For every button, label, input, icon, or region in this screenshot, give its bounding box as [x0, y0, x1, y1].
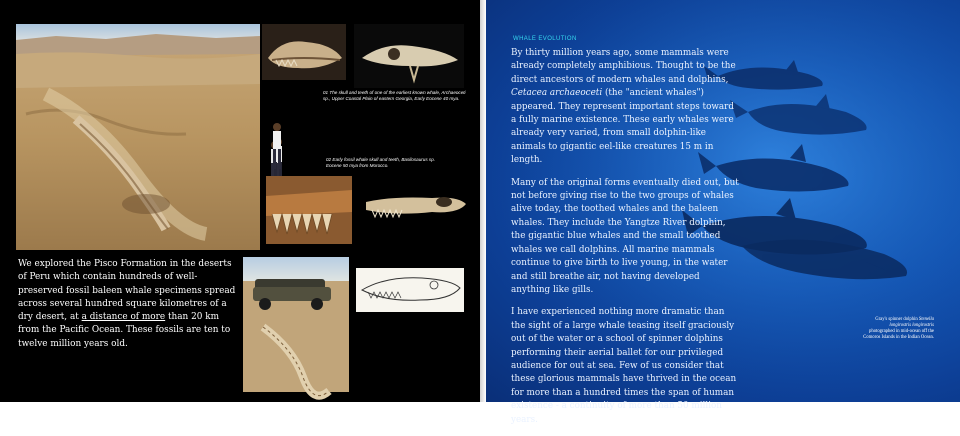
- paragraph-1: [511, 47, 741, 168]
- dolphin-caption-species: longirostris longirostris: [889, 323, 934, 328]
- skull-sketch: [356, 268, 464, 312]
- dolphin-caption-line1: Gray's spinner dolphin: [875, 317, 919, 322]
- pisco-paragraph: [18, 258, 240, 351]
- skull-photo-top-right: [354, 24, 464, 88]
- skull-caption-01: 01 The skull and teeth of one of the earliest known whale, Archaeoceti sp., Upper Coastal Plain of eastern Georgia, Early Eocene 40 mya.: [323, 90, 466, 101]
- dolphin-caption-genus: Stenella: [918, 317, 934, 322]
- dolphin-caption-line4: Comoros Islands in the Indian Ocean.: [863, 335, 934, 340]
- paragraph-1-end: (the "ancient whales") appeared. They represent important steps toward a fully marine existence. These early whales were already very varied, from small dolphin-like animals to gigantic eel-like creatures 15 m in length.: [511, 88, 734, 166]
- distance-link-text: a distance of more: [81, 312, 166, 323]
- pisco-text-end: than 20 km from the Pacific Ocean. These fossils are ten to twelve million years old.: [18, 312, 231, 349]
- left-page: [0, 0, 480, 402]
- paragraph-1-species: Cetacea archaeoceti: [511, 88, 603, 99]
- whale-evolution-text: [511, 47, 741, 436]
- paragraph-1-start: By thirty million years ago, some mammals were already completely amphibious. Thought to be the direct ancestors of modern whales and dolphins,: [511, 48, 736, 85]
- fossil-teeth-photo: [266, 176, 352, 244]
- right-page: [486, 0, 960, 425]
- long-snout-skull-photo: [362, 182, 470, 238]
- pisco-text-start: We explored the Pisco Formation in the deserts of Peru which contain hundreds of well-preserved fossil baleen whale specimens spread across several hundred square kilometres of a dry desert, at: [18, 259, 236, 323]
- section-title: WHALE EVOLUTION: [513, 36, 577, 42]
- paragraph-3: I have experienced nothing more dramatic than the sight of a large whale teasing itself graciously out of the water or a school of spinner dolphins performing their aerial ballet for our privileged audience for out at sea. Few of us consider that these glorious mammals have thrived in the ocean for more than a hundred times the span of human existence - a continuity of more than 50 million years.: [511, 307, 737, 425]
- dolphin-caption: [826, 317, 934, 341]
- skull-caption-02: 02 Early fossil whale skull and teeth, Basilosaurus sp. Eocene 50 mya from Morocco.: [326, 157, 436, 168]
- skull-photo-top-left: [262, 24, 346, 80]
- dolphin-caption-line3: photographed in mid-ocean off the: [869, 329, 934, 334]
- explorer-figure: [270, 122, 284, 174]
- paragraph-2: Many of the original forms eventually died out, but not before giving rise to the two groups of whales alive today, the toothed whales and the baleen whales. They include the Yangtze River dolphin, the gigantic blue whales and the small toothed whales we call dolphins. All marine mammals continue to give birth to live young, in the water and still breathe air, not having developed anything like gills.: [511, 177, 739, 295]
- truck-desert-photo: [243, 257, 349, 392]
- desert-fossil-photo: [16, 24, 260, 250]
